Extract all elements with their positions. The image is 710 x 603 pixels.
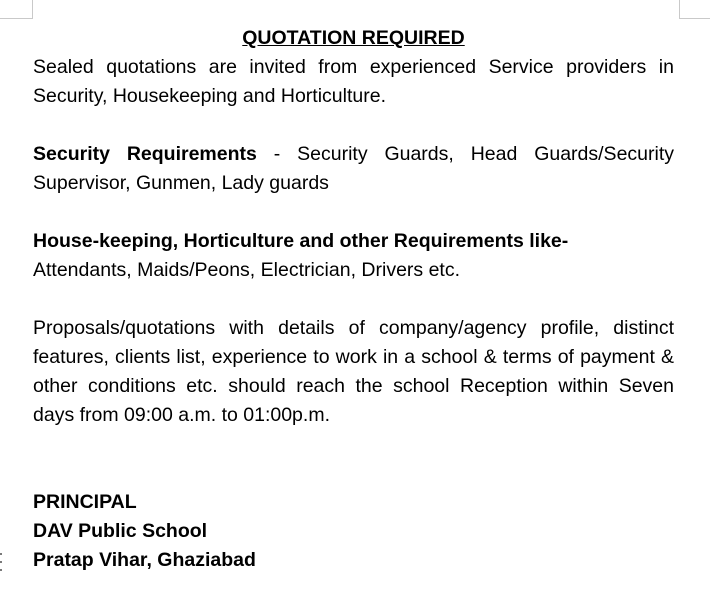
- housekeeping-paragraph: [33, 227, 674, 285]
- document-title: QUOTATION REQUIRED: [242, 27, 465, 49]
- signature-location: Pratap Vihar, Ghaziabad: [33, 549, 256, 571]
- signature-organization: DAV Public School: [33, 520, 208, 542]
- security-paragraph: [33, 140, 674, 198]
- spacer: [33, 430, 674, 488]
- top-left-corner-mark: [0, 0, 33, 19]
- intro-paragraph: Sealed quotations are invited from experienced Service providers in Security, Housekeeping and Horticulture.: [33, 56, 674, 107]
- security-text: - Security Guards, Head Guards/Security Supervisor, Gunmen, Lady guards: [33, 143, 675, 194]
- spacer: [33, 285, 674, 314]
- proposals-paragraph: Proposals/quotations with details of company/agency profile, distinct features, clients list, experience to work in a school & terms of payment & other conditions etc. should reach the school Reception within Seven days from 09:00 a.m. to 01:00p.m.: [33, 317, 674, 426]
- document-body: [33, 24, 674, 575]
- security-label: Security Requirements: [33, 143, 257, 165]
- spacer: [33, 198, 674, 227]
- housekeeping-text: Attendants, Maids/Peons, Electrician, Drivers etc.: [33, 259, 461, 281]
- paragraph-drag-handle-icon[interactable]: [0, 553, 4, 571]
- housekeeping-label: House-keeping, Horticulture and other Requirements like-: [33, 230, 569, 252]
- signature-role: PRINCIPAL: [33, 491, 137, 513]
- spacer: [33, 111, 674, 140]
- top-right-corner-mark: [679, 0, 710, 19]
